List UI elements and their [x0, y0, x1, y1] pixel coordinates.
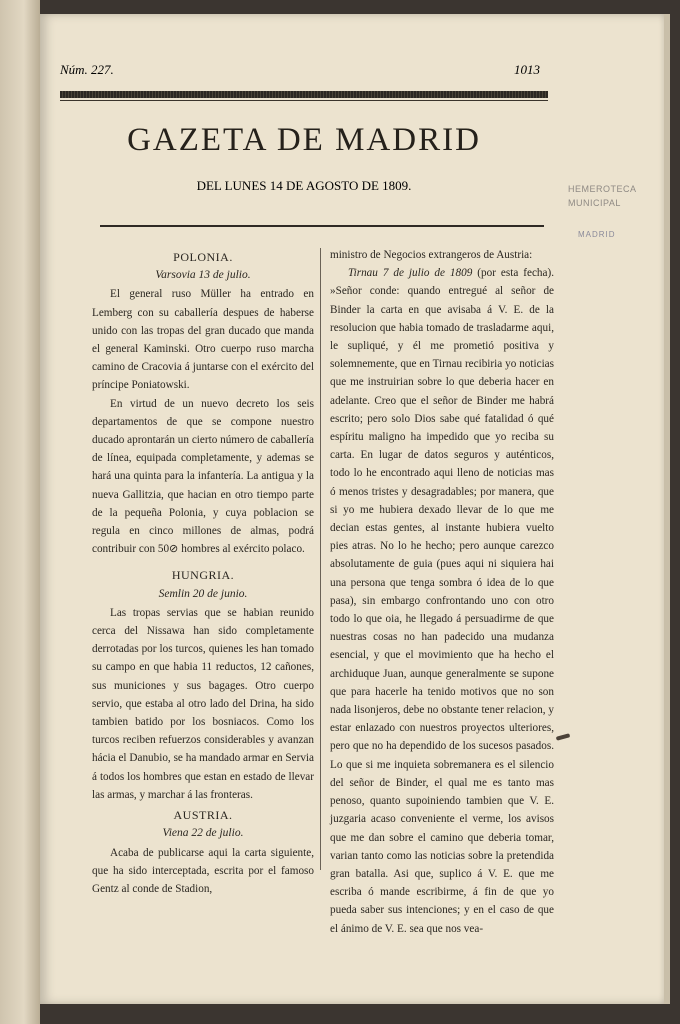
paragraph-polonia-2: En virtud de un nuevo decreto los seis departamentos de que se compone nuestro ducado aprontarán un cierto número de caballería de línea, equipada completamente, y ademas se hará una quinta para la infantería. La antigua y la nueva Gallitzia, que hacian en otro tiempo parte de la pequeña Polonia, y cuya poblacion se regula en cinco millones de almas, podrá contribuir con 50⊘ hombres al exército polaco.: [92, 397, 314, 556]
facing-page-edge: [0, 0, 40, 1024]
dateline-varsovia: Varsovia 13 de julio.: [155, 269, 251, 282]
column-divider: [320, 248, 321, 870]
masthead-date: DEL LUNES 14 DE AGOSTO DE 1809.: [196, 178, 412, 193]
letter-body: (por esta fecha). »Señor conde: quando entregué al señor de Binder la carta en que avisaba á V. E. de la resolucion que habia tomado de trasladarme aqui, le supliqué, y él me prometió positiva y solemnemente, que en Tirnau recibiria yo noticias que me instruirian sobre lo que deberia hacer en adelante. Creo que el señor de Binder me habrá escrito; pero solo Dios sabe qué fatalidad ó qué espíritu maligno ha impedido que yo reciba su carta. En lugar de datos seguros y auténticos, todo lo he encontrado aqui lleno de noticias mas ó menos tristes y desagradables; por manera, que si yo me hubiera dexado llevar de lo que me decian estas gentes, al instante hubiera vuelto pies atras. No lo he hecho; pero aunque carezco absolutamente de guia (pues aqui ni siquiera hai una persona que tenga sombra ó idea de lo que pasa), sin embargo confrontando uno con otro todo lo que oia, he llegado á persuadirme de que nuestras cosas no han padecido una mudanza esencial, y que el movimiento que ha hecho el archiduque Juan, aunque generalmente se supone que para hacerle ha tenido motivos que no son nada lisonjeros, debe no obstante tener relacion, y estar enlazado con nuestros proyectos ulteriores, pero que no ha dependido de los sucesos pasados. Lo que si me inquieta sobremanera es el silencio del señor de Binder, el qual me es tanto mas penoso, quanto supoiniendo tambien que V. E. juzgaria acaso conveniente el verme, los avisos que me dan sobre el camino que deberia tomar, varian tanto como las noticias sobre la pretendida gran batalla. Asi que, suplico á V. E. que me escriba ó mande escribirme, á fin de que yo pueda saber sus intenciones; y en el caso de que el ánimo de V. E. sea que nos vea-: [330, 267, 554, 935]
paragraph-letter: [330, 264, 554, 938]
section-heading-austria: AUSTRIA.: [173, 808, 233, 823]
issue-number: Núm. 227.: [60, 62, 114, 77]
paragraph-hungria-1: Las tropas servias que se habian reunido cerca del Nissawa han sido completamente derrotadas por los turcos, quienes les han tomado su campo en que habia 11 reductos, 12 cañones, sus municiones y sus bagages. Otro cuerpo servio, que estaba al otro lado del Drina, ha sido tambien batido por los bosniacos. Como los turcos reciben refuerzos considerables y avanzan hácia el Danubio, se ha mandado armar en Servia á todos los hombres que estan en estado de llevar las armas, y marchar á las fronteras.: [92, 606, 314, 801]
dateline-viena: Viena 22 de julio.: [162, 827, 244, 840]
section-heading-polonia: POLONIA.: [173, 250, 233, 264]
library-stamp: [568, 182, 644, 210]
header-rule-thin: [60, 100, 548, 101]
stamp-line-1: HEMEROTECA: [568, 184, 637, 194]
paragraph-continuation: ministro de Negocios extrangeros de Austria:: [330, 249, 533, 261]
section-heading-hungria: HUNGRIA.: [171, 568, 235, 583]
dateline-tirnau: Tirnau 7 de julio de 1809: [348, 267, 473, 280]
left-column: [92, 246, 314, 898]
right-column: [330, 246, 554, 938]
masthead-title: GAZETA DE MADRID: [127, 122, 481, 158]
masthead-rule: [100, 225, 544, 227]
page-edge: [664, 14, 670, 1004]
dateline-semlin: Semlin 20 de junio.: [158, 587, 248, 600]
stamp-line-2: MUNICIPAL: [568, 198, 621, 208]
stamp-line-3: MADRID: [578, 230, 616, 239]
header-rule-thick: [60, 91, 548, 98]
paragraph-austria-1: Acaba de publicarse aqui la carta siguiente, que ha sido interceptada, escrita por el famoso Gentz al conde de Stadion,: [92, 846, 314, 895]
paragraph-polonia-1: El general ruso Müller ha entrado en Lemberg con su caballería despues de haberse unido con las tropas del gran ducado que manda el general Kaminski. Otro cuerpo ruso marcha camino de Cracovia á juntarse con el exército del príncipe Poniatowski.: [92, 288, 314, 392]
page-number: 1013: [514, 62, 540, 77]
